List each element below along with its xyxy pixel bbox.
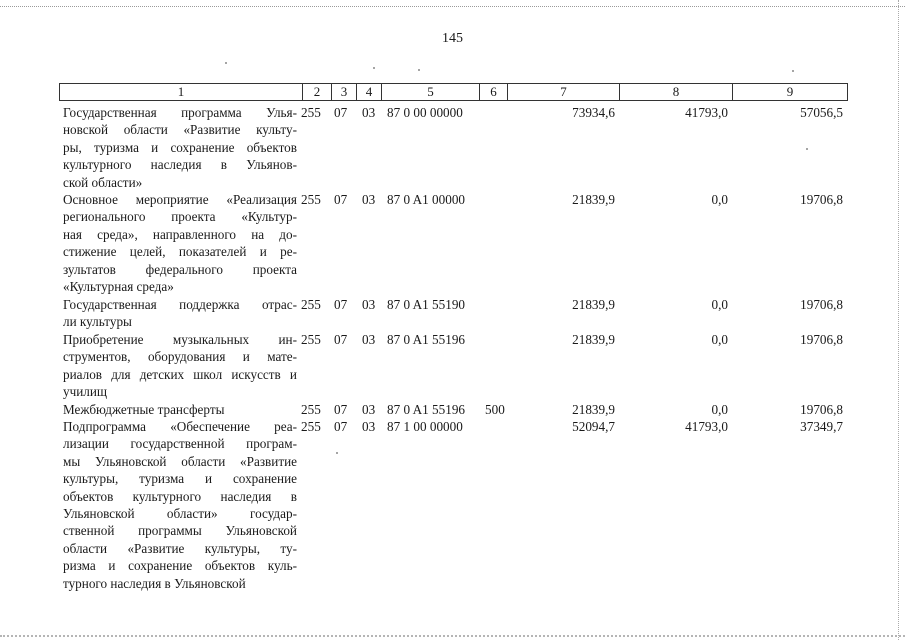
cell-c8: 0,0 xyxy=(711,297,728,312)
scan-speck xyxy=(373,67,375,69)
row-name-line: струментов, оборудования и мате- xyxy=(63,349,297,365)
row-name xyxy=(63,331,297,401)
cell-c8: 41793,0 xyxy=(685,105,728,120)
scan-speck xyxy=(225,62,227,64)
cell-c3: 07 xyxy=(334,402,348,417)
scan-speck xyxy=(792,70,794,72)
cell-c3: 07 xyxy=(334,192,348,207)
cell-c2: 255 xyxy=(301,297,321,312)
cell-c2: 255 xyxy=(301,192,321,207)
row-name-line: ли культуры xyxy=(63,314,132,330)
row-name-line: Государственная поддержка отрас- xyxy=(63,297,297,312)
row-name-line: Подпрограмма «Обеспечение реа- xyxy=(63,419,297,434)
page-edge-top xyxy=(0,0,905,7)
row-name-line: регионального проекта «Культур- xyxy=(63,209,297,225)
row-name-line: ная среда», направленного на до- xyxy=(63,226,297,242)
cell-c5: 87 1 00 00000 xyxy=(387,419,463,434)
header-col-8: 8 xyxy=(620,84,733,100)
cell-c5: 87 0 A1 55190 xyxy=(387,297,466,312)
row-name xyxy=(63,296,297,331)
cell-c3: 07 xyxy=(334,332,348,347)
cell-c8: 0,0 xyxy=(711,192,728,207)
cell-c2: 255 xyxy=(301,402,321,417)
header-col-4: 4 xyxy=(357,84,382,100)
row-name xyxy=(63,418,297,592)
row-name-line: риалов для детских школ искусств и xyxy=(63,366,297,382)
row-name xyxy=(63,104,297,191)
row-name-line: Государственная программа Улья- xyxy=(63,105,297,120)
cell-c4: 03 xyxy=(362,332,376,347)
cell-c4: 03 xyxy=(362,192,376,207)
row-name-line: области «Развитие культуры, ту- xyxy=(63,540,297,556)
row-name-line: культуры, туризма и сохранение xyxy=(63,471,297,487)
row-name-line: Основное мероприятие «Реализация xyxy=(63,192,297,207)
cell-c2: 255 xyxy=(301,332,321,347)
cell-c7: 52094,7 xyxy=(572,419,615,434)
row-name-line: культурного наследия в Ульянов- xyxy=(63,157,297,173)
header-col-2: 2 xyxy=(303,84,332,100)
page-number: 145 xyxy=(442,31,463,46)
row-name-line: объектов культурного наследия в xyxy=(63,488,297,504)
cell-c8: 0,0 xyxy=(711,332,728,347)
cell-c7: 21839,9 xyxy=(572,332,615,347)
cell-c8: 0,0 xyxy=(711,402,728,417)
row-name-line: ственной программы Ульяновской xyxy=(63,523,297,539)
row-name xyxy=(63,191,297,295)
cell-c2: 255 xyxy=(301,419,321,434)
cell-c7: 73934,6 xyxy=(572,105,615,120)
cell-c6: 500 xyxy=(485,402,505,417)
header-col-3: 3 xyxy=(332,84,357,100)
cell-c7: 21839,9 xyxy=(572,402,615,417)
row-name-line: ской области» xyxy=(63,174,143,190)
scan-speck xyxy=(336,452,338,454)
header-col-7: 7 xyxy=(508,84,620,100)
cell-c5: 87 0 A1 00000 xyxy=(387,192,466,207)
cell-c3: 07 xyxy=(334,105,348,120)
cell-c5: 87 0 A1 55196 xyxy=(387,332,466,347)
row-name xyxy=(63,401,297,418)
cell-c3: 07 xyxy=(334,297,348,312)
table-header xyxy=(59,83,848,101)
cell-c9: 19706,8 xyxy=(800,192,843,207)
row-name-line: Приобретение музыкальных ин- xyxy=(63,332,297,347)
row-name-line: «Культурная среда» xyxy=(63,279,174,295)
header-col-6: 6 xyxy=(480,84,508,100)
row-name-line: лизации государственной програм- xyxy=(63,436,297,452)
cell-c4: 03 xyxy=(362,297,376,312)
cell-c9: 19706,8 xyxy=(800,332,843,347)
cell-c3: 07 xyxy=(334,419,348,434)
cell-c7: 21839,9 xyxy=(572,297,615,312)
row-name-line: новской области «Развитие культу- xyxy=(63,122,297,138)
header-col-9: 9 xyxy=(786,84,794,99)
scan-speck xyxy=(806,148,808,150)
cell-c9: 19706,8 xyxy=(800,402,843,417)
cell-c5: 87 0 00 00000 xyxy=(387,105,463,120)
cell-c9: 37349,7 xyxy=(800,419,843,434)
cell-c9: 57056,5 xyxy=(800,105,843,120)
row-name-line: ризма и сохранение объектов куль- xyxy=(63,558,297,574)
cell-c4: 03 xyxy=(362,419,376,434)
row-name-line: училищ xyxy=(63,384,108,400)
cell-c4: 03 xyxy=(362,105,376,120)
row-name-line: зультатов федерального проекта xyxy=(63,261,297,277)
cell-c9: 19706,8 xyxy=(800,297,843,312)
page-edge-right xyxy=(897,0,899,640)
cell-c4: 03 xyxy=(362,402,376,417)
row-name-line: стижение целей, показателей и ре- xyxy=(63,244,297,260)
header-col-5: 5 xyxy=(382,84,480,100)
row-name-line: ры, туризма и сохранение объектов xyxy=(63,139,297,155)
page-edge-bottom xyxy=(0,634,905,637)
cell-c7: 21839,9 xyxy=(572,192,615,207)
row-name-line: Межбюджетные трансферты xyxy=(63,402,225,417)
row-name-line: мы Ульяновской области «Развитие xyxy=(63,453,297,469)
cell-c5: 87 0 A1 55196 xyxy=(387,402,466,417)
cell-c8: 41793,0 xyxy=(685,419,728,434)
scan-speck xyxy=(418,69,420,71)
row-name-line: турного наследия в Ульяновской xyxy=(63,575,246,591)
row-name-line: Ульяновской области» государ- xyxy=(63,506,297,522)
header-col-1: 1 xyxy=(60,84,303,100)
cell-c2: 255 xyxy=(301,105,321,120)
